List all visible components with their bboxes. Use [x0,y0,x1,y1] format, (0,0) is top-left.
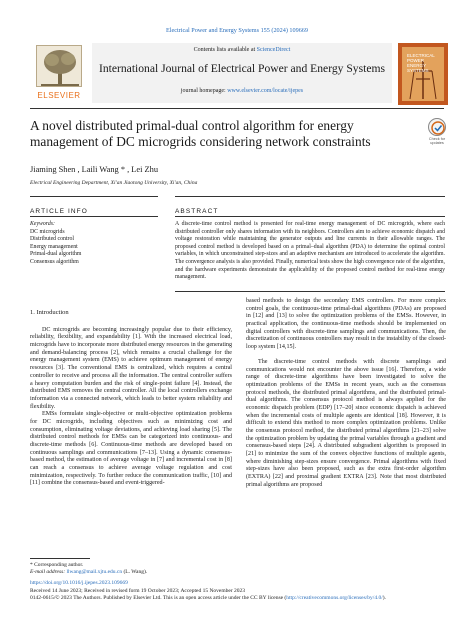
cover-title: ELECTRICAL POWER ENERGY SYSTEMS [407,53,435,73]
header-rule [30,108,444,109]
article-info-heading: ARTICLE INFO [30,208,88,215]
journal-homepage: journal homepage: www.elsevier.com/locate/ijepes [180,88,304,94]
keywords-block [30,221,140,267]
homepage-link[interactable]: www.elsevier.com/locate/ijepes [227,88,304,94]
license-line: 0142-0615/© 2023 The Authors. Published by Elsevier Ltd. This is an open access article under the CC BY license (http://creativecommons.org/licenses/by/4.0/). [30,594,386,601]
corresponding-author-note: * Corresponding author. [30,562,84,568]
keyword-item: DC microgrids [30,228,65,235]
paragraph: based methods to design the secondary EMS controllers. For more complex control goals, the continuous-time primal-dual algorithms (PDAs) are proposed in [12] and [13] to solve the optimization problems of the EMSs. However, in practical application, the continuous-time methods should be implemented on digital controllers with discrete-time samplings and communications. Then, the discretization of continuous controllers may result in the instability of the closed-loop system [14,15]. [246,298,446,351]
cover-artwork [402,47,444,101]
received-dates: Received 14 June 2023; Received in revised form 19 October 2023; Accepted 15 November 2023 [30,587,246,594]
journal-citation[interactable]: Electrical Power and Energy Systems 155 (2024) 109669 [166,27,308,34]
journal-header [30,43,450,105]
section-heading-introduction: 1. Introduction [30,309,69,316]
email-link[interactable]: llwang@mail.xjtu.edu.cn [66,569,123,576]
article-info-rule [30,196,158,197]
check-updates-icon[interactable] [428,118,446,136]
affiliation: Electrical Engineering Department, Xi'an Jiaotong University, Xi'an, China [30,180,198,186]
keyword-item: Primal-dual algorithm [30,251,82,258]
email-line: E-mail address: llwang@mail.xjtu.edu.cn (L. Wang). [30,569,148,576]
journal-title: International Journal of Electrical Power and Energy Systems [98,62,385,75]
abstract-text: A discrete-time control method is presented for real-time energy management of DC microgrids, where each distributed controller only shares information with its neighbors. Controllers aim to achieve economic dispatch and voltage restoration while maintaining the generator outputs and line currents in their allowable ranges. The proposed control method is developed based on a primal–dual algorithm (PDA) to determine the optimal control variables, in which unconstrained step-sizes and an adaptive mechanism are introduced to accelerate the algorithm. The convergence analysis is also provided. Finally, numerical tests show the high convergence rate of the algorithm, and the hardware experiments demonstrate the applicability of the proposed control method for real-time energy management. [175,221,445,281]
tree-icon [36,45,82,87]
keyword-item: Energy management [30,243,78,250]
abstract-end-rule [175,291,445,292]
sciencedirect-link[interactable]: ScienceDirect [256,47,291,53]
paragraph: DC microgrids are becoming increasingly popular due to their efficiency, reliability, flexibility, and expandability [1]. With the increased electrical load, microgrids have to incorporate more distributed energy resources in the generating and demand-balancing process [2], which remains a crucial challenge for the energy management system (EMS) to achieve optimum management of energy resources [3]. The conventional EMS is centralized, which requires a central controller to receive and process all the information. The central controller suffers a heavy computation burden and the risk of single-point failure [4]. Instead, the distributed EMS removes the central controller. All the local controllers exchange information via a connected network, which leads to better system reliability and flexibility. [30,326,232,410]
abstract-rule [175,196,445,197]
elsevier-wordmark: ELSEVIER [37,91,81,100]
keyword-item: Consensus algorithm [30,258,79,265]
paragraph: EMSs formulate single-objective or multi-objective optimization problems for DC microgrids, including objectives such as minimizing cost and consumption, eliminating voltage deviations, and achieving load sharing [5]. The distributed control methods for EMSs can be categorized into continuous- and discrete-time methods [6]. Continuous-time methods are developed based on continuous samplings and communications [7–13]. Using a dynamic consensus-based method, the estimation of average voltage in [7] and incremental cost in [8] can reach a consensus to achieve average voltage regulation and cost minimization, respectively. To further reduce the communication traffic, [10] and [11] combine the consensus-based and event-triggered- [30,411,232,487]
paper-title: A novel distributed primal-dual control algorithm for energy management of DC microgrids considering network constraints [30,118,371,149]
left-column [30,309,232,488]
footnote-rule [30,558,90,559]
keyword-item: Distributed control [30,236,74,243]
elsevier-logo[interactable] [30,45,88,103]
right-column [246,298,446,490]
footnotes [30,562,450,602]
journal-cover-image[interactable] [398,43,448,105]
journal-info-box [92,43,392,103]
abstract-heading: ABSTRACT [175,208,219,215]
keywords-label: Keywords: [30,221,55,227]
abstract-subrule [175,216,445,217]
doi-link[interactable]: https://doi.org/10.1016/j.ijepes.2023.109669 [30,580,128,587]
paragraph: The discrete-time control methods with discrete samplings and communications would not encounter the above issue [16]. Therefore, a wide range of discrete-time algorithms have been investigated to solve the optimization problems of the EMSs in recent years, such as the consensus protocol methods, the distributed primal algorithms, and the distributed primal-dual algorithms. The consensus protocol method is always applied for the economic dispatch problem (EDP) [17–20] since economic dispatch is achieved when the incremental costs of multiple agents are identical [18]. However, it is difficult to extend this method to more complex optimization problems. Unlike the consensus protocol method, the distributed primal algorithms [21–23] solve the optimization problem by updating the primal variables through a gradient and consensus-based steps [24]. A distributed subgradient algorithm is proposed in [21] to minimize the sum of the convex objective functions of multiple agents, where diminishing step-sizes ensure convergence. Primal algorithms with fixed step-sizes have also been proposed, such as the extra first-order algorithm (EXTRA) [22] and proximal gradient EXTRA [23]. Note that most distributed primal algorithms are proposed [246,358,446,488]
license-link[interactable]: http://creativecommons.org/licenses/by/4.0/ [286,594,383,601]
check-updates-label: Check for updates [428,137,446,145]
authors: Jiaming Shen , Laili Wang * , Lei Zhu [30,165,159,174]
article-info-subrule [30,216,158,217]
contents-line: Contents lists available at ScienceDirect [193,47,291,53]
